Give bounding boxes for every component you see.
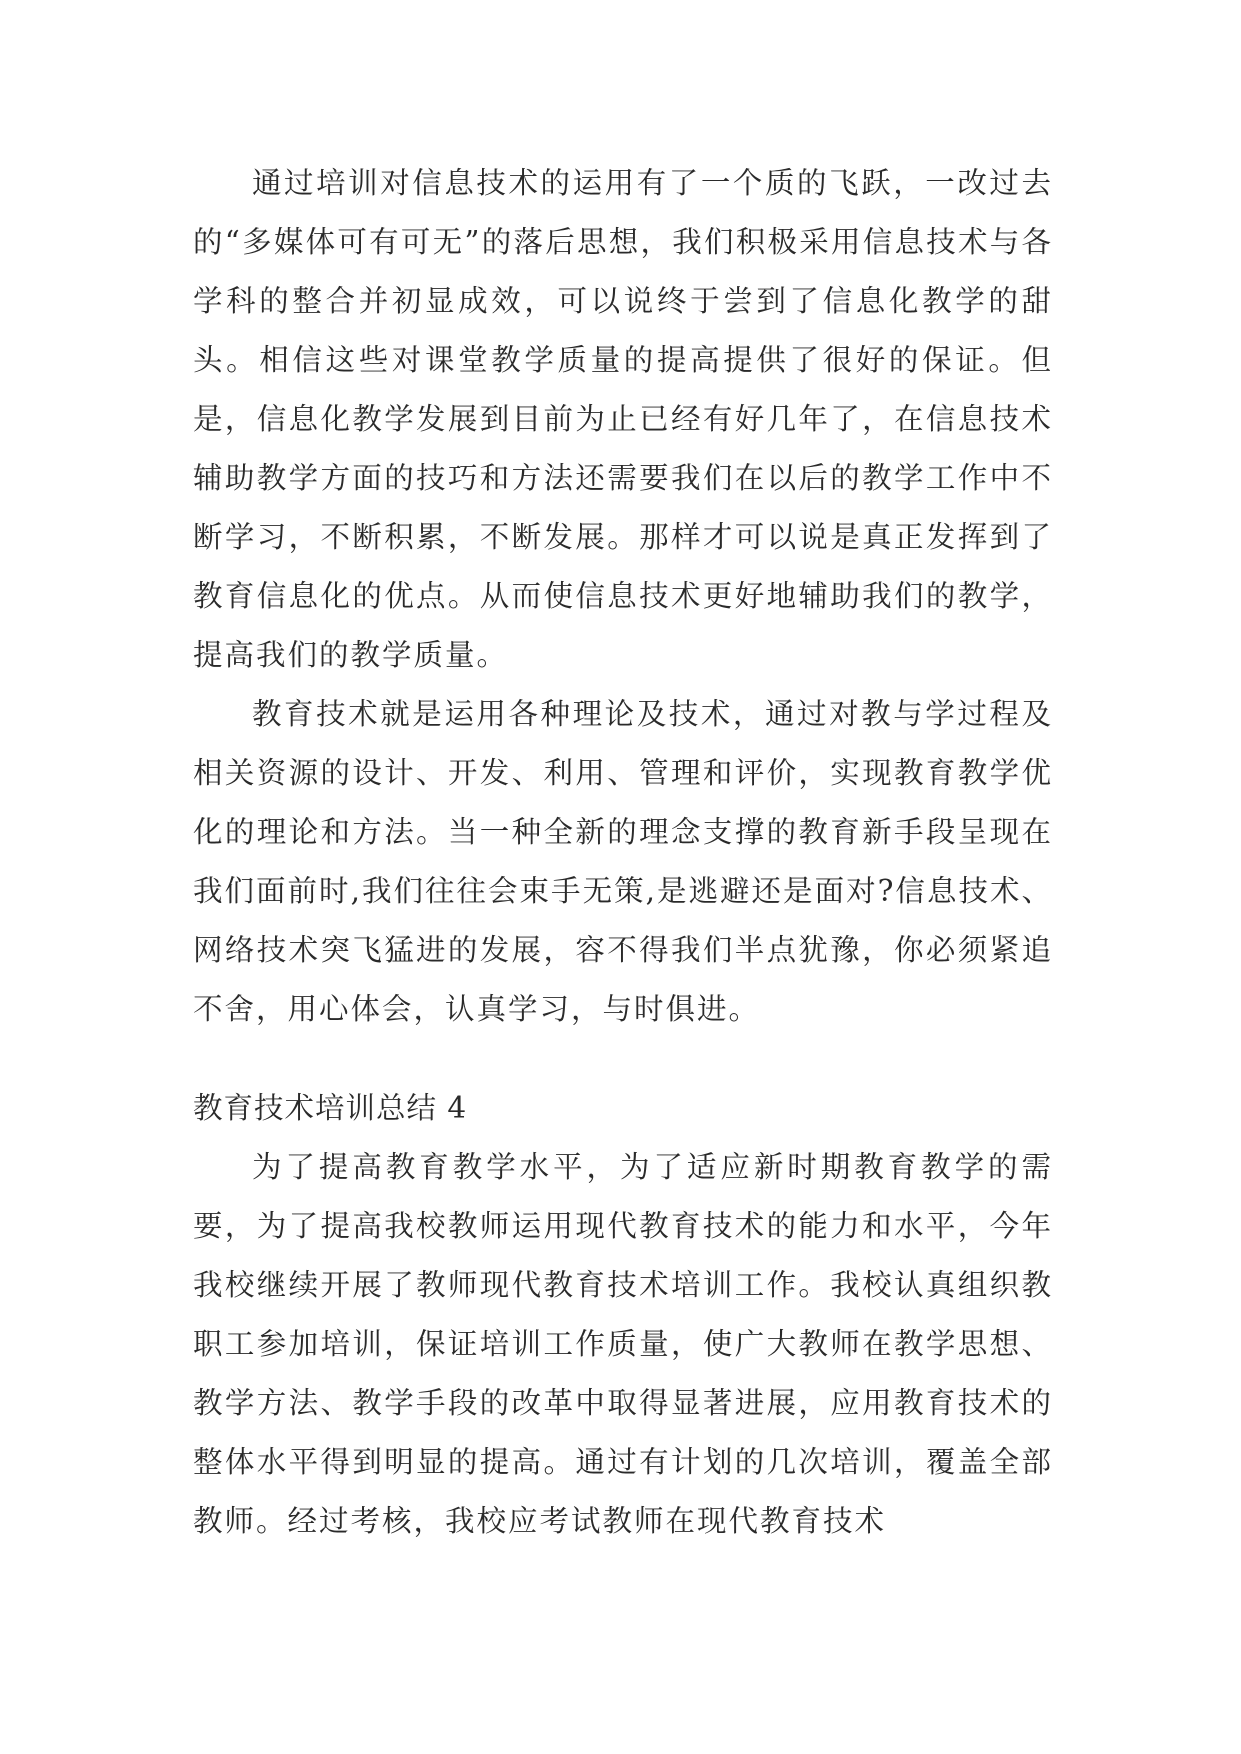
paragraph-training-reflection: 通过培训对信息技术的运用有了一个质的飞跃，一改过去的“多媒体可有可无”的落后思想，我们积极采用信息技术与各学科的整合并初显成效，可以说终于尝到了信息化教学的甜头。相信这些对课堂教学质量的提高提供了很好的保证。但是，信息化教学发展到目前为止已经有好几年了，在信息技术辅助教学方面的技巧和方法还需要我们在以后的教学工作中不断学习，不断积累，不断发展。那样才可以说是真正发挥到了教育信息化的优点。从而使信息技术更好地辅助我们的教学，提高我们的教学质量。 <box>193 166 1053 672</box>
paragraph-education-technology-definition: 教育技术就是运用各种理论及技术，通过对教与学过程及相关资源的设计、开发、利用、管理和评价，实现教育教学优化的理论和方法。当一种全新的理念支撑的教育新手段呈现在我们面前时,我们往往会束手无策,是逃避还是面对?信息技术、网络技术突飞猛进的发展，容不得我们半点犹豫，你必须紧追不舍，用心体会，认真学习，与时俱进。 <box>193 697 1053 1026</box>
document-body <box>193 154 1053 1551</box>
section-heading: 教育技术培训总结 4 <box>193 1091 468 1125</box>
paragraph-summary-4: 为了提高教育教学水平，为了适应新时期教育教学的需要，为了提高我校教师运用现代教育技术的能力和水平，今年我校继续开展了教师现代教育技术培训工作。我校认真组织教职工参加培训，保证培训工作质量，使广大教师在教学思想、教学方法、教学手段的改革中取得显著进展，应用教育技术的整体水平得到明显的提高。通过有计划的几次培训，覆盖全部教师。经过考核，我校应考试教师在现代教育技术 <box>193 1150 1053 1538</box>
